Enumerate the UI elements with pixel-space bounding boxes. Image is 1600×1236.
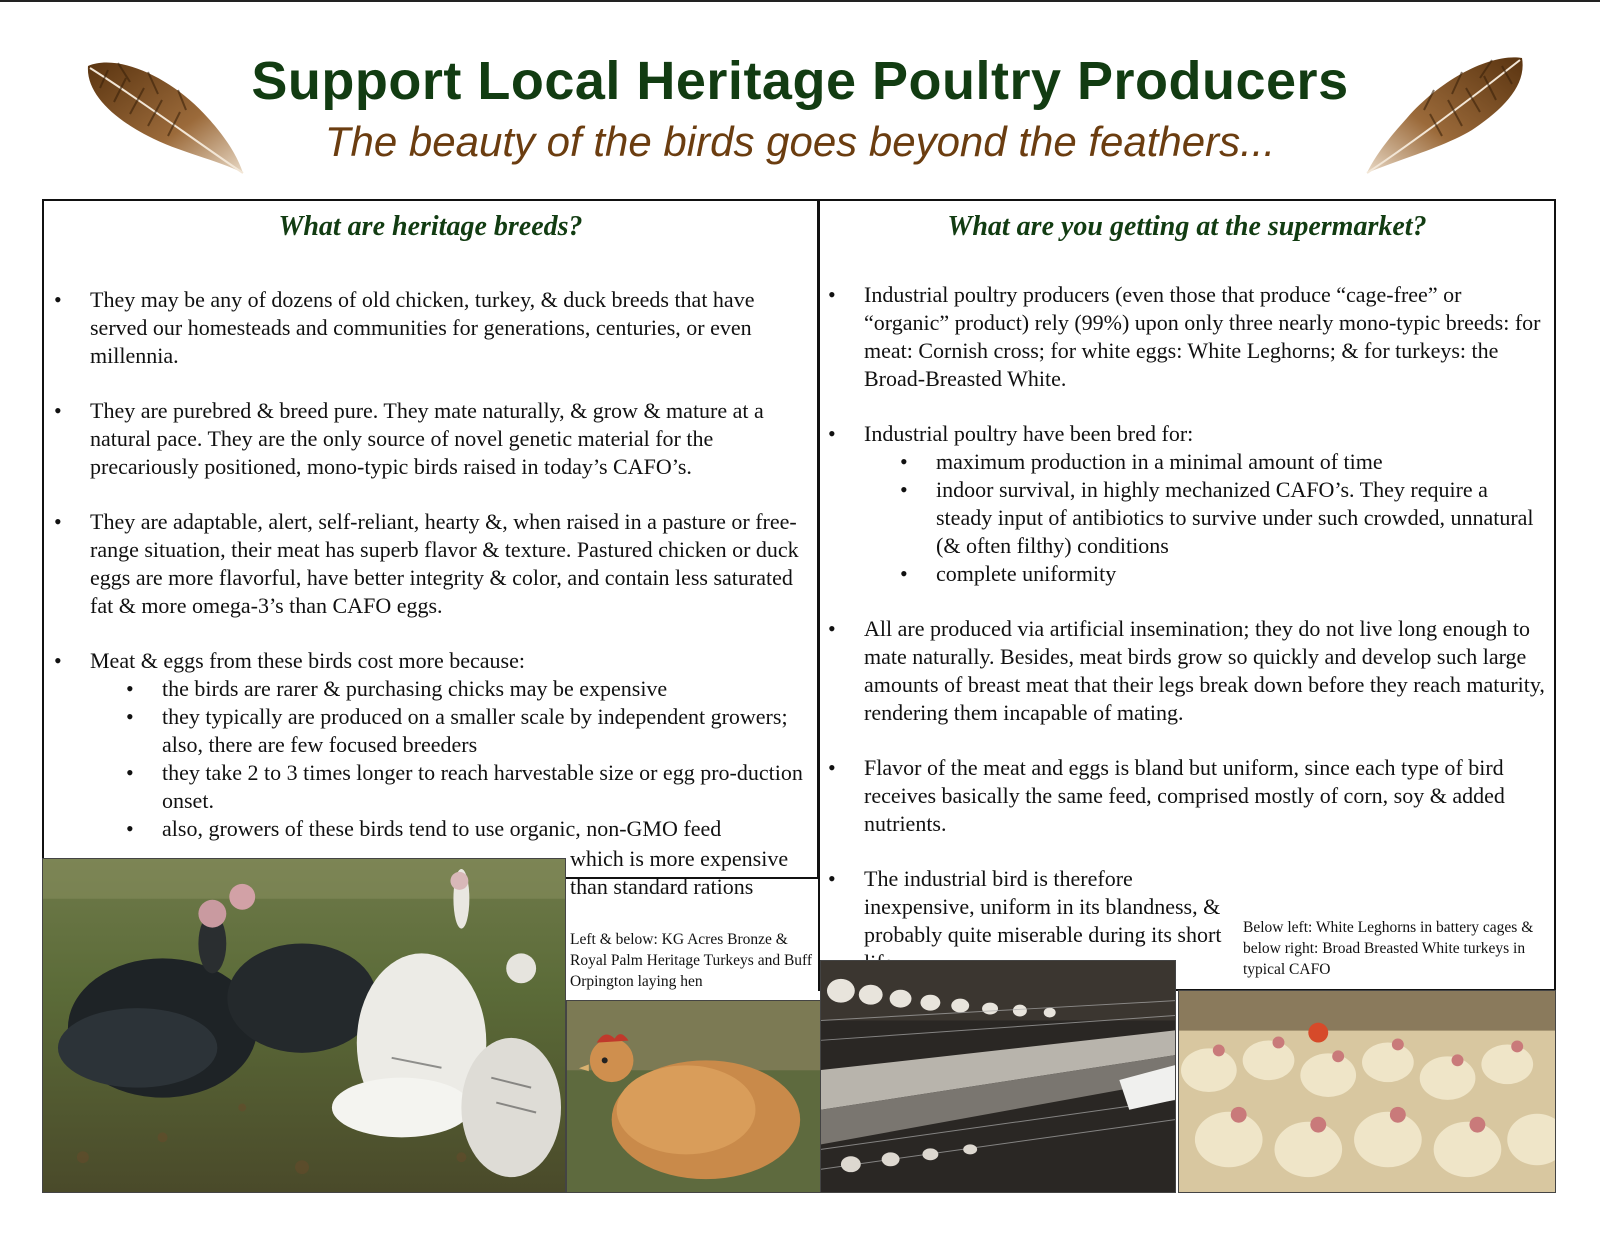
list-item-with-sublist: [828, 420, 1548, 588]
sub-list-item: • indoor survival, in highly mechanized CAFO’s. They require a steady input of antibiotics to survive under such crowded, unnatural (& often filthy) conditions: [864, 476, 1548, 560]
list-item-text: Industrial poultry have been bred for:: [864, 421, 1194, 446]
list-item-text: Meat & eggs from these birds cost more because:: [90, 648, 525, 673]
photo-caption-right: Below left: White Leghorns in battery cages & below right: Broad Breasted White turkeys in typical CAFO: [1243, 917, 1543, 980]
sub-list-item: • they take 2 to 3 times longer to reach harvestable size or egg pro-duction onset.: [90, 759, 814, 815]
page-title: Support Local Heritage Poultry Producers: [251, 51, 1349, 111]
sub-list-item: • maximum production in a minimal amount of time: [864, 448, 1548, 476]
buff-orpington-hen-photo: [566, 1000, 821, 1193]
right-panel-heading: What are you getting at the supermarket?: [947, 211, 1427, 242]
list-item: • All are produced via artificial insemination; they do not live long enough to mate naturally. Besides, meat birds grow so quickly and develop such large amounts of breast meat that their legs break down before they reach maturity, rendering them incapable of mating.: [828, 615, 1548, 727]
heritage-turkeys-photo: [42, 858, 566, 1193]
top-rule: [0, 0, 1600, 2]
sub-list-item: • the birds are rarer & purchasing chicks may be expensive: [90, 675, 814, 703]
page-subtitle: The beauty of the birds goes beyond the feathers...: [324, 118, 1276, 165]
list-item: • They are purebred & breed pure. They mate naturally, & grow & mature at a natural pace. They are the only source of novel genetic material for the precariously positioned, mono-typic birds raised in today’s CAFO’s.: [54, 397, 814, 481]
supermarket-bullet-list: [828, 281, 1548, 1004]
bred-for-sublist: [864, 448, 1548, 588]
sub-list-item: • they typically are produced on a smaller scale by independent growers; also, there are few focused breeders: [90, 703, 814, 759]
sub-list-item-continuation: which is more expensive than standard rations: [570, 846, 789, 899]
list-item: • They may be any of dozens of old chicken, turkey, & duck breeds that have served our homesteads and communities for generations, centuries, or even millennia.: [54, 286, 814, 370]
sub-list-item: • complete uniformity: [864, 560, 1548, 588]
list-item: • They are adaptable, alert, self-reliant, hearty &, when raised in a pasture or free-range situation, their meat has superb flavor & texture. Pastured chicken or duck eggs are more flavorful, have better integrity & color, and contain less saturated fat & more omega-3’s than CAFO eggs.: [54, 508, 814, 620]
battery-cages-photo: [820, 960, 1176, 1193]
cost-reasons-sublist: [90, 675, 814, 843]
left-panel-heading: What are heritage breeds?: [278, 211, 583, 242]
list-item-with-sublist: [54, 647, 814, 843]
left-panel: [42, 199, 819, 879]
list-item: • Industrial poultry producers (even those that produce “cage-free” or “organic” product) rely (99%) upon only three nearly mono-typic breeds: for meat: Cornish cross; for white eggs: White Leghorns; & for turkeys: the Broad-Breasted White.: [828, 281, 1548, 393]
cafo-turkeys-photo: [1178, 990, 1556, 1193]
heritage-bullet-list: [54, 286, 814, 843]
right-panel: [818, 199, 1556, 991]
list-item: • Flavor of the meat and eggs is bland but uniform, since each type of bird receives basically the same feed, comprised mostly of corn, soy & added nutrients.: [828, 754, 1548, 838]
list-item: • The industrial bird is therefore inexpensive, uniform in its blandness, & probably quite miserable during its short: [828, 865, 1224, 977]
photo-caption-left: Left & below: KG Acres Bronze & Royal Palm Heritage Turkeys and Buff Orpington laying hen: [570, 931, 813, 990]
sub-list-item: • also, growers of these birds tend to use organic, non-GMO feed: [90, 815, 814, 843]
